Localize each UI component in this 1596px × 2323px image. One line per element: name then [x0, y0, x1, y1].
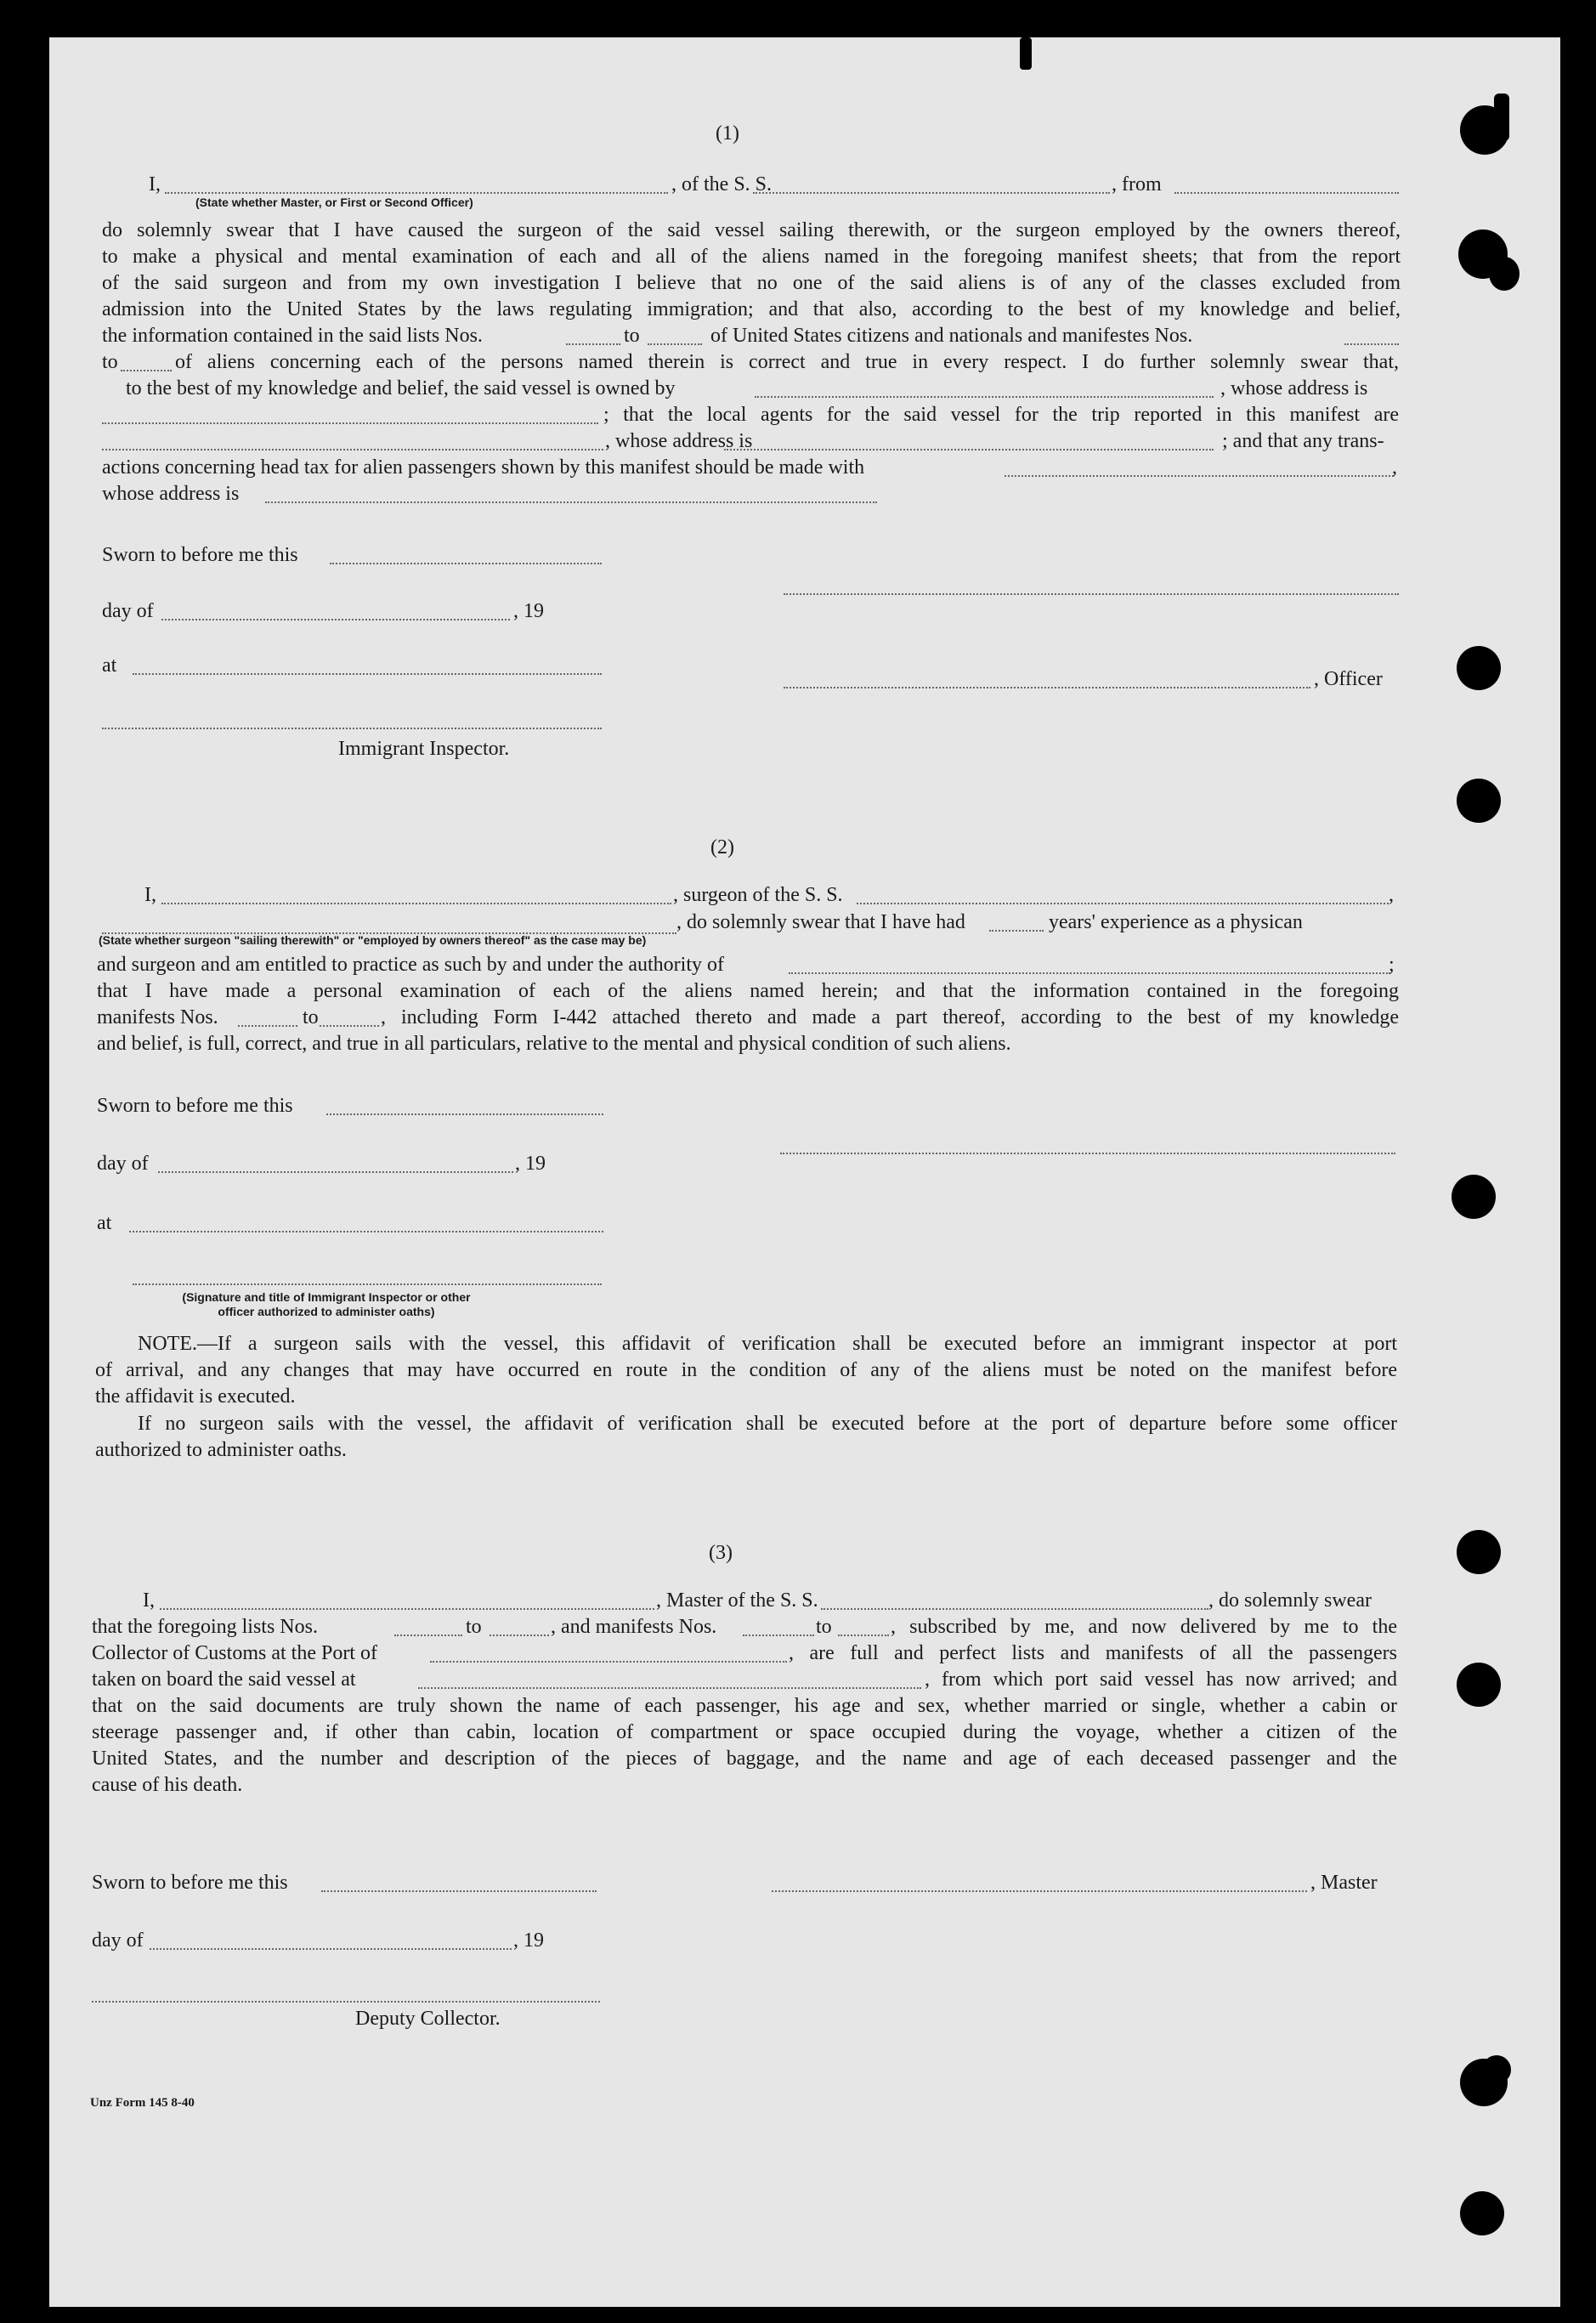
owner-address-label: , whose address is: [1220, 377, 1368, 399]
form-number: Unz Form 145 8-40: [90, 2096, 195, 2110]
lists-to-label: to: [466, 1616, 482, 1638]
semicolon: ;: [1389, 954, 1395, 976]
years-label: years' experience as a physican: [1049, 911, 1303, 933]
citizens-label: of United States citizens and nationals and manifestes Nos.: [710, 325, 1193, 347]
year-label: , 19: [515, 1153, 546, 1175]
citizen-list-to-field[interactable]: [648, 343, 702, 345]
inspector-signature-line[interactable]: [133, 1283, 602, 1285]
belief-label: and belief, is full, correct, and true in all particulars, relative to the mental and physical condition of such aliens.: [97, 1033, 1011, 1055]
full-lists-label: , are full and perfect lists and manifests of all the passengers: [789, 1642, 1397, 1664]
lists-to-field[interactable]: [490, 1635, 549, 1636]
owner-field[interactable]: [755, 396, 1214, 398]
sworn-date-field[interactable]: [321, 1890, 597, 1892]
manifests-to-field[interactable]: [320, 1025, 379, 1027]
oath-line: steerage passenger and, if other than cabin, location of compartment or space occupied during the voyage, whether a citizen of the: [92, 1721, 1397, 1743]
oath-line: of the said surgeon and from my own investigation I believe that no one of the said aliens is of any of the classes excluded from: [102, 272, 1401, 294]
signature-line[interactable]: [784, 593, 1399, 595]
master-of-label: , Master of the S. S.: [656, 1589, 818, 1612]
surgeon-of-label: , surgeon of the S. S.: [673, 884, 843, 906]
oath-line: that on the said documents are truly shown the name of each passenger, his age and sex, whether married or single, whether a cabin or: [92, 1695, 1397, 1717]
at-field[interactable]: [133, 673, 602, 675]
ink-blot: [1489, 257, 1520, 291]
head-tax-end: ,: [1392, 456, 1397, 479]
oath-line: to make a physical and mental examination of each and all of the aliens named in the foregoing manifest sheets; that from the report: [102, 246, 1401, 268]
master-name-field[interactable]: [160, 1608, 654, 1610]
note-line: NOTE.—If a surgeon sails with the vessel, this affidavit of verification shall be executed before an immigrant inspector at port: [138, 1333, 1397, 1355]
ink-blot: [1482, 2055, 1511, 2084]
agents-field[interactable]: [102, 449, 603, 450]
oath-i: I,: [144, 884, 156, 906]
departure-port-field[interactable]: [418, 1687, 921, 1689]
section-number: (3): [709, 1542, 733, 1564]
manifests-to-field[interactable]: [838, 1635, 889, 1636]
practice-label: and surgeon and am entitled to practice as such by and under the authority of: [97, 954, 724, 976]
comma: ,: [1389, 884, 1394, 906]
taken-label: taken on board the said vessel at: [92, 1669, 356, 1691]
oath-body: [92, 1693, 1397, 1772]
note-line: If no surgeon sails with the vessel, the affidavit of verification shall be executed before at the port of departure before some officer: [138, 1413, 1397, 1435]
oath-line: do solemnly swear that I have caused the surgeon of the said vessel sailing therewith, or the surgeon employed by the owners thereof,: [102, 219, 1401, 241]
master-label: , Master: [1310, 1872, 1378, 1894]
lists-label: that the foregoing lists Nos.: [92, 1616, 318, 1638]
note-line: authorized to administer oaths.: [95, 1439, 347, 1461]
at-label: at: [102, 654, 117, 677]
oath-i: I,: [149, 173, 161, 195]
from-port-field[interactable]: [1174, 192, 1399, 194]
citizen-list-from-field[interactable]: [566, 343, 620, 345]
sworn-date-field[interactable]: [326, 1113, 603, 1115]
day-of-field[interactable]: [158, 1171, 513, 1173]
oath-line: United States, and the number and description of the pieces of baggage, and the name and age of each deceased passenger and the: [92, 1748, 1397, 1770]
punch-hole: [1457, 646, 1501, 690]
sworn-date-field[interactable]: [330, 563, 602, 564]
oath-line: cause of his death.: [92, 1774, 243, 1796]
punch-hole: [1457, 779, 1501, 823]
day-of-label: day of: [92, 1929, 144, 1952]
aliens-label: of aliens concerning each of the persons named therein is correct and true in every respect. I do further solemnly swear that,: [175, 351, 1399, 373]
section-number: (2): [710, 836, 734, 858]
master-signature-line[interactable]: [772, 1890, 1307, 1892]
sworn-label: Sworn to before me this: [92, 1872, 288, 1894]
manifests-from-field[interactable]: [743, 1635, 814, 1636]
sworn-label: Sworn to before me this: [97, 1095, 293, 1117]
manifest-from-field[interactable]: [1344, 343, 1399, 345]
lists-label: the information contained in the said lists Nos.: [102, 325, 483, 347]
ink-blot: [1494, 93, 1509, 141]
form-i442-label: , including Form I-442 attached thereto and made a part thereof, according to the best of my knowledge: [381, 1006, 1399, 1028]
officer-signature-line[interactable]: [784, 687, 1310, 688]
punch-hole: [1457, 1663, 1501, 1707]
lists-from-field[interactable]: [394, 1635, 462, 1636]
swear-label: , do solemnly swear that I have had: [676, 911, 965, 933]
surgeon-name-field[interactable]: [161, 903, 671, 904]
oath-body: [102, 218, 1401, 323]
day-of-label: day of: [97, 1153, 149, 1175]
owned-label: to the best of my knowledge and belief, the said vessel is owned by: [126, 377, 676, 399]
manifests-label: , and manifests Nos.: [551, 1616, 717, 1638]
sworn-label: Sworn to before me this: [102, 544, 298, 566]
inspector-signature-line[interactable]: [102, 728, 602, 729]
manifests-to-label: to: [303, 1006, 319, 1028]
head-tax-label: actions concerning head tax for alien passengers shown by this manifest should be made with: [102, 456, 865, 479]
agent-address-field[interactable]: [724, 449, 1214, 450]
aliens-to-label: to: [102, 351, 118, 373]
punch-hole: [1452, 1175, 1496, 1219]
signature-line[interactable]: [780, 1153, 1395, 1154]
signature-note: [131, 1290, 522, 1319]
manifest-to-field[interactable]: [121, 370, 172, 371]
collector-label: Collector of Customs at the Port of: [92, 1642, 377, 1664]
arrived-label: , from which port said vessel has now arrived; and: [925, 1669, 1397, 1691]
officer-label: , Officer: [1314, 668, 1383, 690]
examination-label: that I have made a personal examination of each of the aliens named herein; and that the information contained in the foregoing: [97, 980, 1399, 1002]
day-of-label: day of: [102, 600, 154, 622]
year-label: , 19: [513, 600, 544, 622]
oath-line: admission into the United States by the laws regulating immigration; and that also, according to the best of my knowledge and belief,: [102, 298, 1401, 320]
address2-label: whose address is: [102, 483, 240, 505]
manifests-from-field[interactable]: [238, 1025, 297, 1027]
at-label: at: [97, 1212, 112, 1234]
punch-hole: [1460, 2191, 1504, 2235]
agents-label: ; that the local agents for the said vessel for the trip reported in this manifest are: [603, 404, 1399, 426]
day-of-field[interactable]: [150, 1948, 512, 1950]
inspector-label: Immigrant Inspector.: [338, 738, 510, 760]
signature-note-line: officer authorized to administer oaths): [218, 1305, 435, 1318]
signature-note-line: (Signature and title of Immigrant Inspector or other: [182, 1290, 471, 1304]
note-line: the affidavit is executed.: [95, 1385, 296, 1408]
at-field[interactable]: [129, 1231, 603, 1232]
lists-to-label: to: [624, 325, 640, 347]
years-field[interactable]: [989, 930, 1044, 932]
punch-hole: [1457, 1530, 1501, 1574]
form-sheet: [49, 37, 1560, 2307]
day-of-field[interactable]: [161, 619, 510, 620]
from-label: , from: [1112, 173, 1162, 195]
officer-name-field[interactable]: [165, 192, 668, 194]
note-paragraph: [95, 1331, 1397, 1384]
manifests-label: manifests Nos.: [97, 1006, 218, 1028]
master-vessel-field[interactable]: [821, 1608, 1208, 1610]
oath-i: I,: [143, 1589, 155, 1612]
transactions-label: ; and that any trans-: [1222, 430, 1384, 452]
authority-field[interactable]: [789, 972, 1390, 974]
of-ss-label: , of the S. S.: [671, 173, 773, 195]
head-tax-field[interactable]: [1005, 475, 1394, 477]
ink-blot: [1020, 37, 1032, 70]
vessel-name-field[interactable]: [753, 192, 1110, 194]
officer-note: (State whether Master, or First or Second Officer): [195, 195, 473, 209]
do-swear-label: , do solemnly swear: [1208, 1589, 1372, 1612]
deputy-signature-line[interactable]: [92, 2001, 600, 2003]
head-tax-address-field[interactable]: [265, 501, 877, 503]
owner-address-field[interactable]: [102, 422, 598, 424]
manifests-to-label: to: [816, 1616, 832, 1638]
agent-address-label: , whose address is: [605, 430, 753, 452]
surgeon-note: (State whether surgeon "sailing therewith" or "employed by owners thereof" as the case may be): [99, 933, 647, 947]
surgeon-vessel-field[interactable]: [857, 903, 1389, 904]
section-number: (1): [716, 122, 739, 144]
port-field[interactable]: [430, 1661, 787, 1663]
subscribed-label: , subscribed by me, and now delivered by me to the: [891, 1616, 1397, 1638]
year-label: , 19: [513, 1929, 544, 1952]
deputy-label: Deputy Collector.: [355, 2008, 501, 2030]
note-line: of arrival, and any changes that may have occurred en route in the condition of any of the aliens must be noted on the manifest before: [95, 1359, 1397, 1381]
